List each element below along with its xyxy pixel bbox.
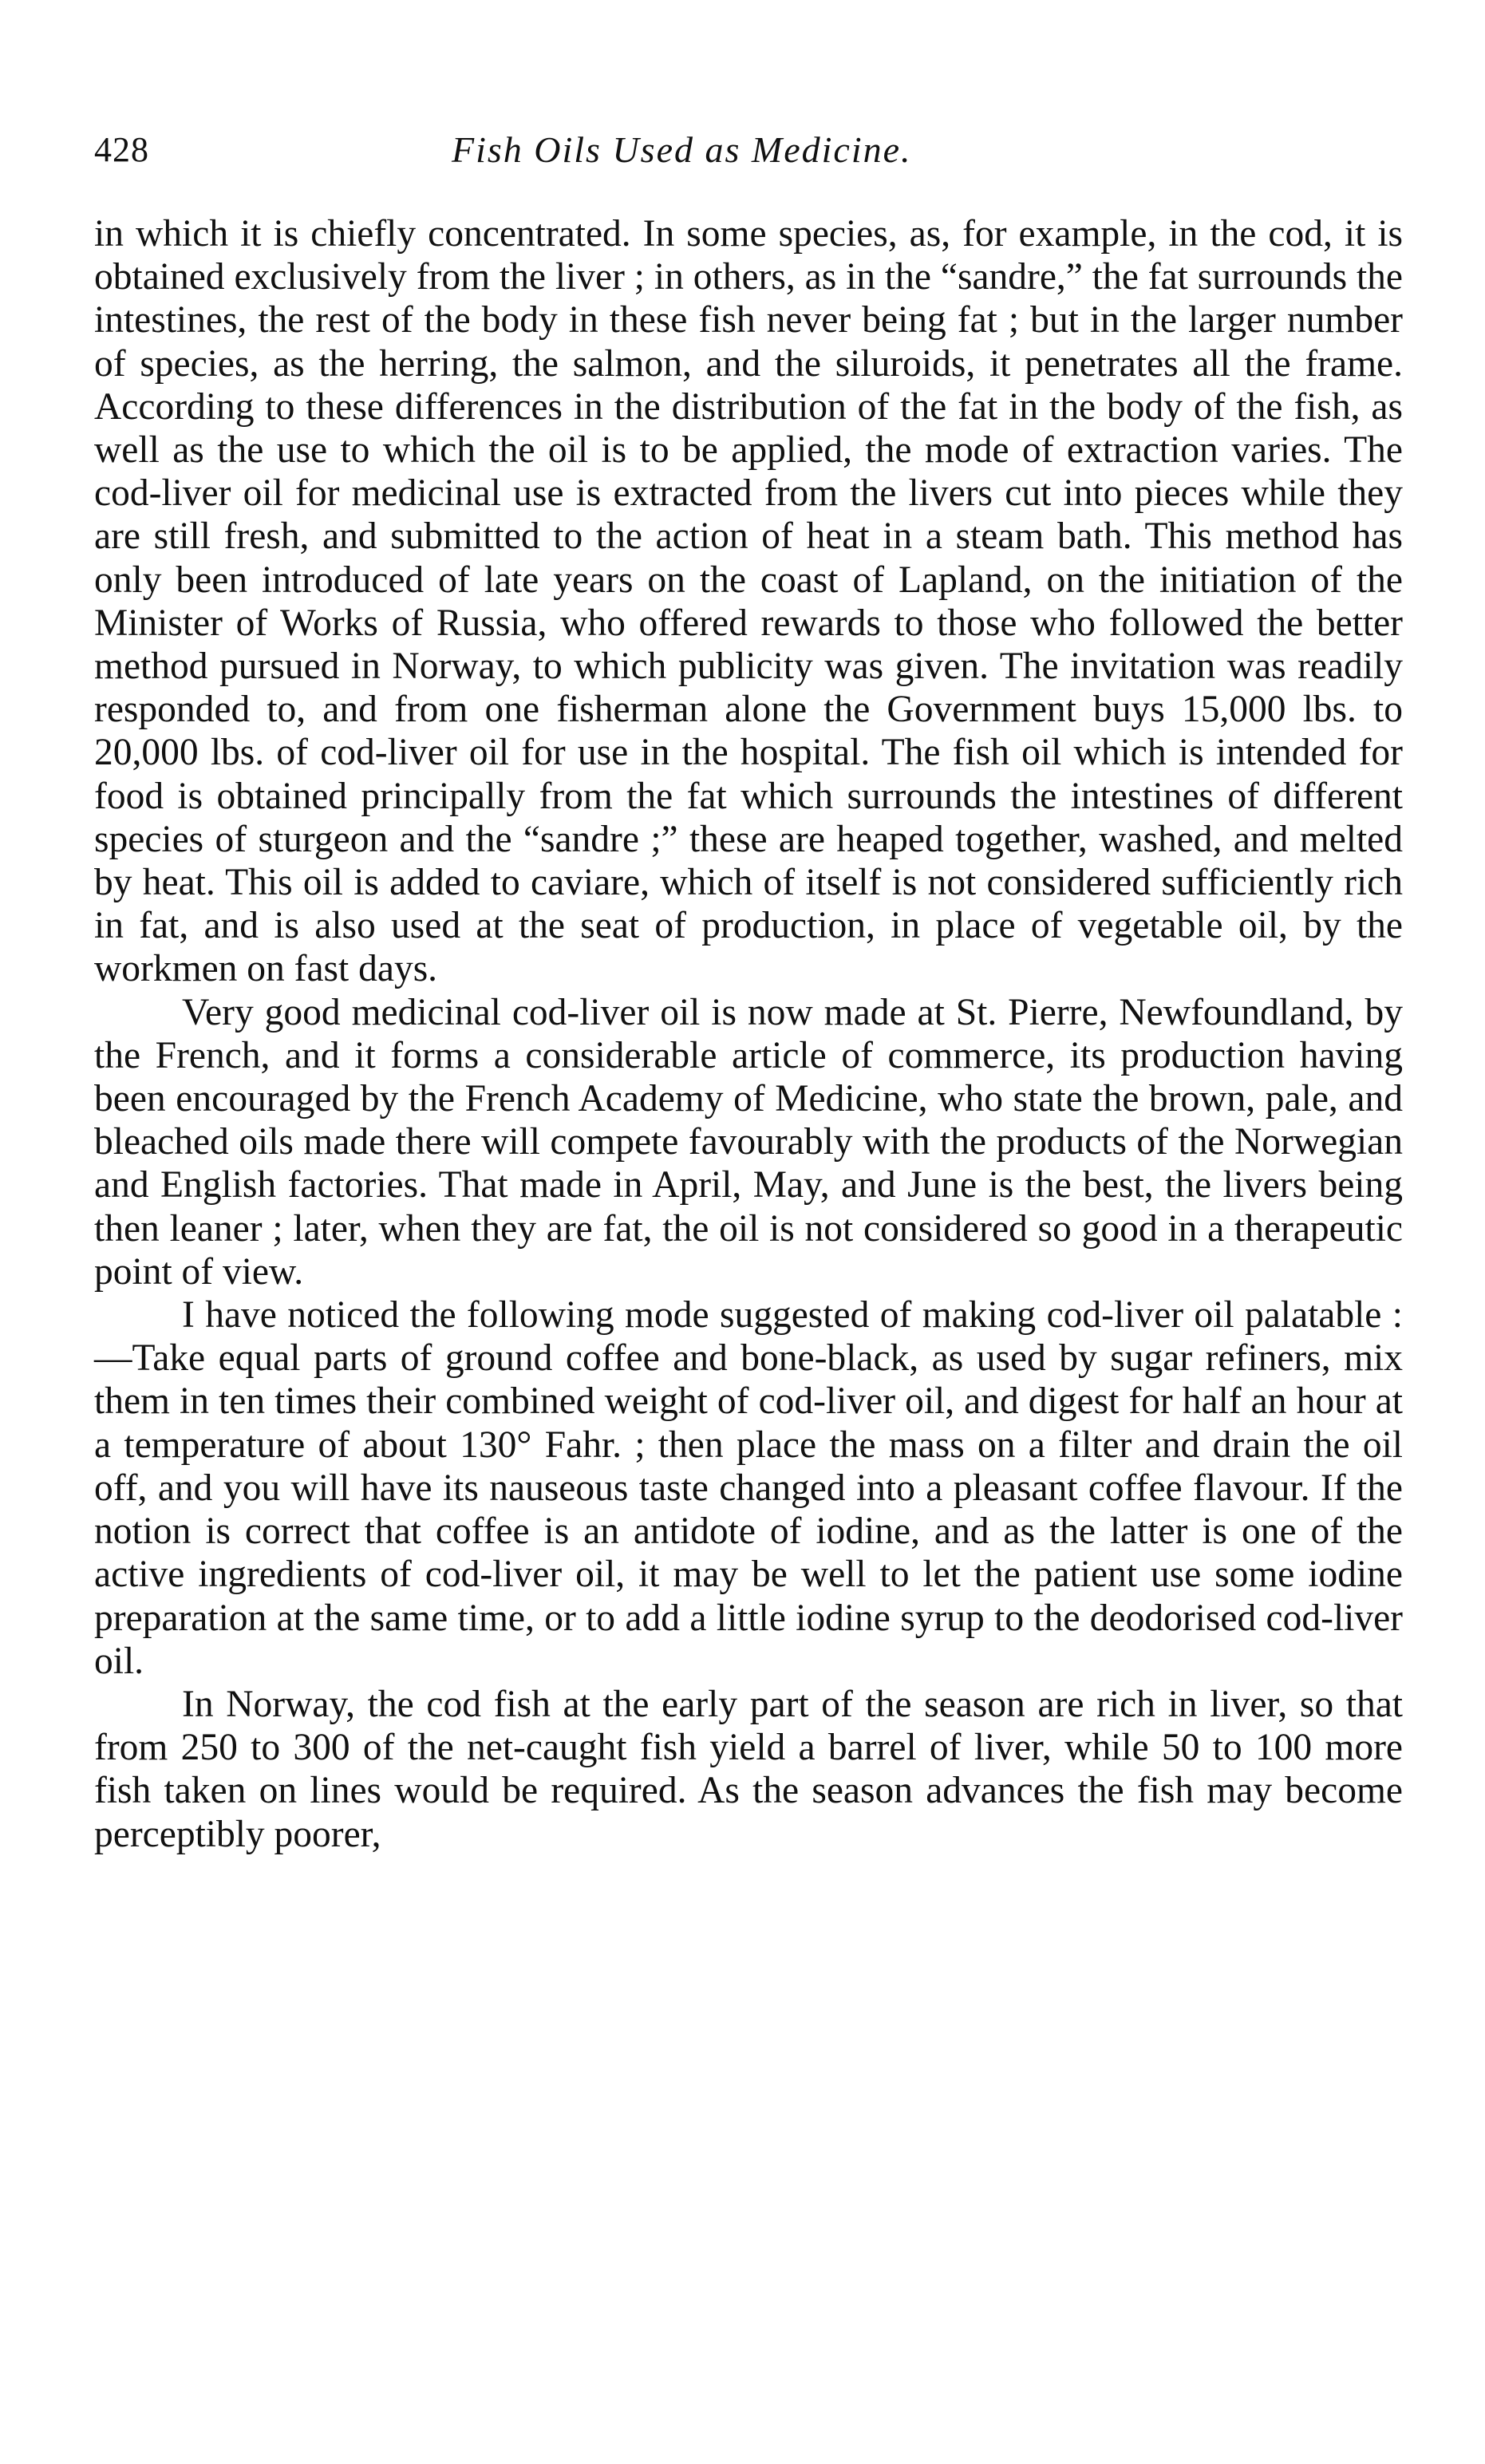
paragraph-st-pierre: Very good medicinal cod-liver oil is now made at St. Pierre, Newfoundland, by the French, and it forms a considerable article of commerce, its production having been encouraged by the French Academy of Medicine, who state the brown, pale, and bleached oils made there will compete favourably with the products of the Norwegian and English factories. That made in April, May, and June is the best, the livers being then leaner ; later, when they are fat, the oil is not considered so good in a therapeutic point of view. xyxy=(94,991,1403,1293)
body-text xyxy=(94,212,1403,1856)
running-title: Fish Oils Used as Medicine. xyxy=(452,129,912,170)
page-number: 428 xyxy=(94,130,149,169)
paragraph-palatable-oil: I have noticed the following mode suggested of making cod-liver oil palatable :—Take equal parts of ground coffee and bone-black, as used by sugar refiners, mix them in ten times their combined weight of cod-liver oil, and digest for half an hour at a temperature of about 130° Fahr. ; then place the mass on a filter and drain the oil off, and you will have its nauseous taste changed into a pleasant coffee flavour. If the notion is correct that coffee is an antidote of iodine, and as the latter is one of the active ingredients of cod-liver oil, it may be well to let the patient use some iodine preparation at the same time, or to add a little iodine syrup to the deodorised cod-liver oil. xyxy=(94,1294,1403,1682)
paragraph-continuation: in which it is chiefly concentrated. In some species, as, for example, in the cod, it is obtained exclusively from the liver ; in others, as in the “sandre,” the fat surrounds the intestines, the rest of the body in these fish never being fat ; but in the larger number of species, as the herring, the salmon, and the siluroids, it penetrates all the frame. According to these differences in the distribution of the fat in the body of the fish, as well as the use to which the oil is to be applied, the mode of extraction varies. The cod-liver oil for medicinal use is extracted from the livers cut into pieces while they are still fresh, and submitted to the action of heat in a steam bath. This method has only been introduced of late years on the coast of Lapland, on the initiation of the Minister of Works of Russia, who offered rewards to those who followed the better method pursued in Norway, to which publicity was given. The invitation was readily responded to, and from one fisherman alone the Government buys 15,000 lbs. to 20,000 lbs. of cod-liver oil for use in the hospital. The fish oil which is intended for food is obtained principally from the fat which surrounds the intestines of different species of sturgeon and the “sandre ;” these are heaped together, washed, and melted by heat. This oil is added to caviare, which of itself is not considered sufficiently rich in fat, and is also used at the seat of production, in place of vegetable oil, by the workmen on fast days. xyxy=(94,213,1403,990)
paragraph-norway: In Norway, the cod fish at the early part of the season are rich in liver, so that from 250 to 300 of the net-caught fish yield a barrel of liver, while 50 to 100 more fish taken on lines would be required. As the season advances the fish may become perceptibly poorer, xyxy=(94,1683,1403,1855)
page-header xyxy=(94,126,1403,182)
